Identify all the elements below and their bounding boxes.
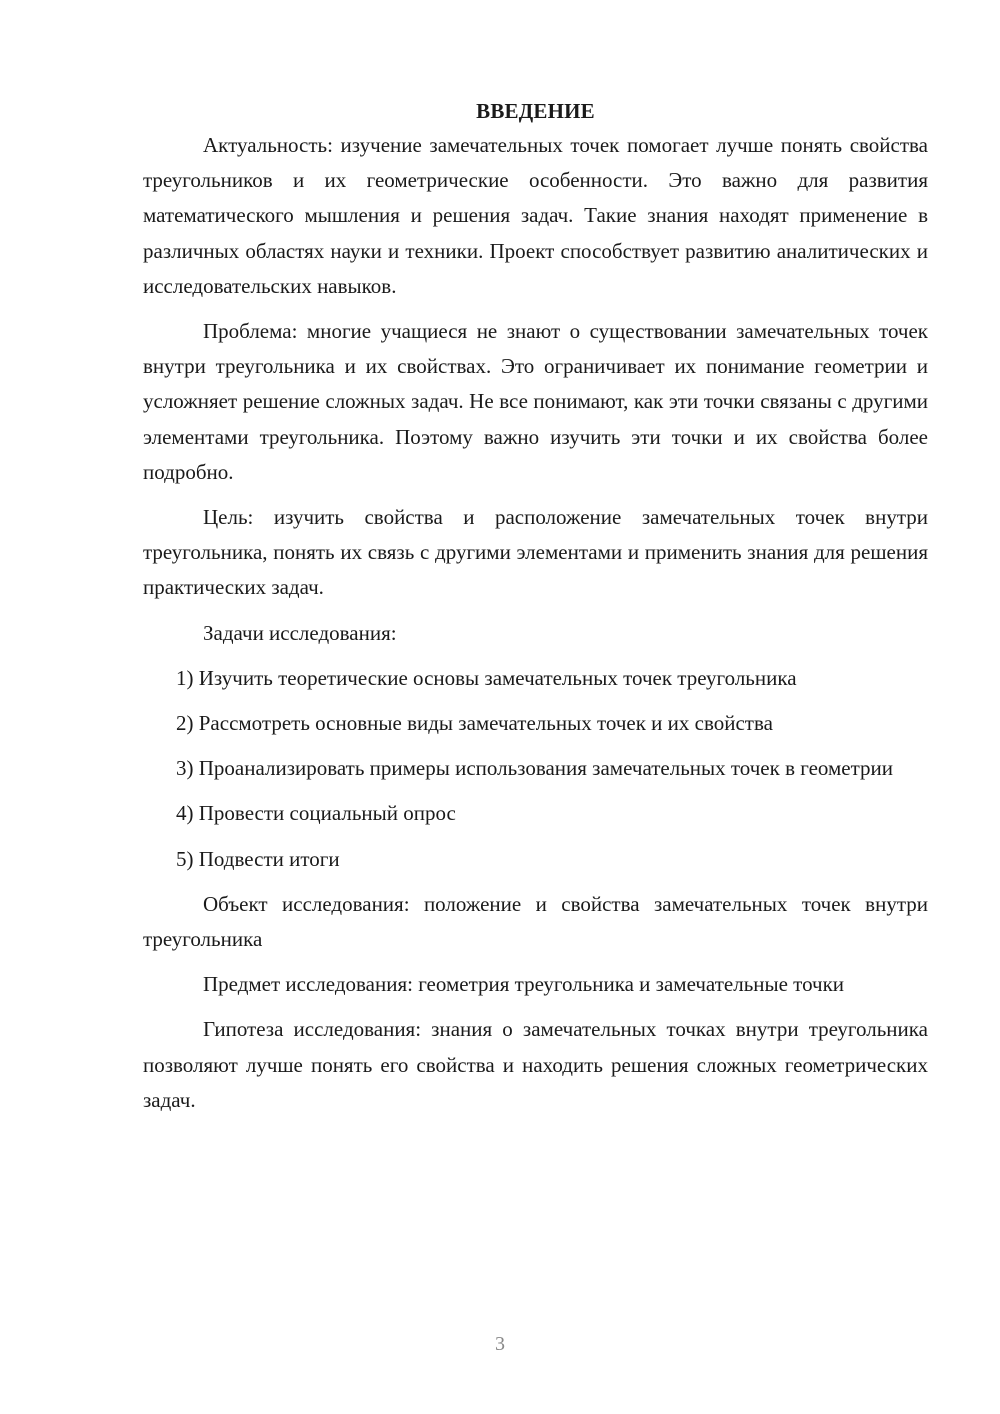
subject-paragraph: Предмет исследования: геометрия треугольника и замечательные точки (203, 972, 845, 997)
hypothesis-paragraph: Гипотеза исследования: знания о замечательных точках внутри треугольника позволяют лучше понять его свойства и находить решения сложных геометрических задач. (143, 1017, 928, 1112)
task-item: 2) Рассмотреть основные виды замечательных точек и их свойства (176, 711, 773, 736)
task-item: 5) Подвести итоги (176, 846, 340, 871)
relevance-paragraph: Актуальность: изучение замечательных точек помогает лучше понять свойства треугольников и их геометрические особенности. Это важно для развития математического мышления и решения задач. Такие знания находят применение в различных областях науки и техники. Проект способствует развитию аналитических и исследовательских навыков. (143, 133, 928, 298)
problem-paragraph: Проблема: многие учащиеся не знают о существовании замечательных точек внутри треугольника и их свойствах. Это ограничивает их понимание геометрии и усложняет решение сложных задач. Не все понимают, как эти точки связаны с другими элементами треугольника. Поэтому важно изучить эти точки и их свойства более подробно. (143, 319, 928, 484)
section-title: ВВЕДЕНИЕ (476, 99, 595, 123)
document-page (143, 95, 928, 1128)
tasks-list (143, 661, 928, 877)
page-number: 3 (495, 1333, 505, 1355)
goal-paragraph: Цель: изучить свойства и расположение замечательных точек внутри треугольника, понять их связь с другими элементами и применить знания для решения практических задач. (143, 505, 928, 600)
object-paragraph: Объект исследования: положение и свойства замечательных точек внутри треугольника (143, 891, 928, 952)
task-item: 4) Провести социальный опрос (176, 801, 456, 826)
task-item: 1) Изучить теоретические основы замечательных точек треугольника (176, 665, 797, 690)
tasks-heading: Задачи исследования: (203, 620, 397, 645)
task-item: 3) Проанализировать примеры использования замечательных точек в геометрии (176, 756, 894, 781)
